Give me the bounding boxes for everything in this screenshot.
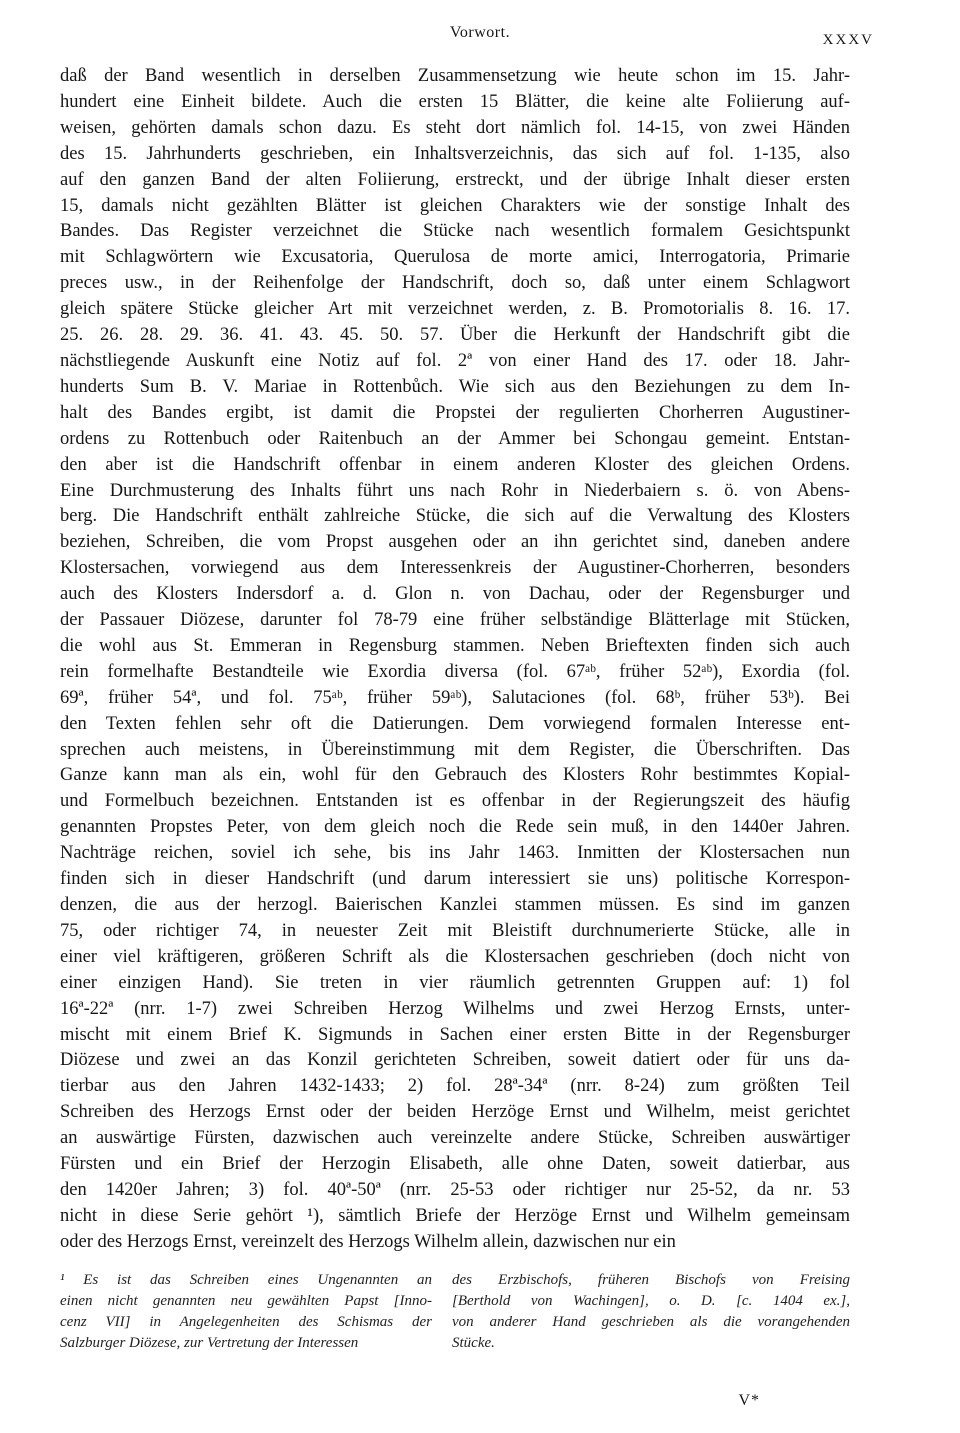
footnote-line: [Berthold von Wachingen], o. D. [c. 1404 ex.], <box>452 1293 850 1309</box>
text-line: preces usw., in der Reihenfolge der Handschrift, doch so, daß unter einem Schlagwort <box>60 273 850 294</box>
footnote-line: einen nicht genannten neu gewählten Papst [Inno- <box>60 1293 432 1309</box>
text-line: halt des Bandes ergibt, ist damit die Propstei der regulierten Chorherren Augustiner- <box>60 402 850 423</box>
text-line: nicht in diese Serie gehört ¹), sämtlich Briefe der Herzöge Ernst und Wilhelm gemeinsam <box>60 1205 850 1226</box>
text-line: tierbar aus den Jahren 1432-1433; 2) fol. 28ª-34ª (nrr. 8-24) zum größten Teil <box>60 1076 850 1097</box>
footnote-column-left <box>60 1270 432 1354</box>
footnote-line: Stücke. <box>452 1335 495 1351</box>
text-line: Schreiben des Herzogs Ernst oder der beiden Herzöge Ernst und Wilhelm, meist gerichtet <box>60 1102 850 1123</box>
text-line: Diözese und zwei an das Konzil gerichteten Schreiben, soweit datiert oder für uns da- <box>60 1050 850 1071</box>
text-line: berg. Die Handschrift enthält zahlreiche Stücke, die sich auf die Verwaltung des Klosters <box>60 506 850 527</box>
text-line: 69ª, früher 54ª, und fol. 75ᵃᵇ, früher 59ᵃᵇ), Salutaciones (fol. 68ᵇ, früher 53ᵇ). Bei <box>60 687 850 708</box>
text-line: 25. 26. 28. 29. 36. 41. 43. 45. 50. 57. Über die Herkunft der Handschrift gibt die <box>60 325 850 346</box>
text-line: einer viel kräftigeren, größeren Schrift als die Klostersachen geschrieben (doch nicht von <box>60 946 850 967</box>
printer-signature: V* <box>738 1392 760 1409</box>
footnote-line: cenz VII] in Angelegenheiten des Schismas der <box>60 1314 432 1330</box>
text-line: rein formelhafte Bestandteile wie Exordia diversa (fol. 67ᵃᵇ, früher 52ᵃᵇ), Exordia (fol. <box>60 661 850 682</box>
text-line: einer einzigen Hand). Sie treten in vier räumlich getrennten Gruppen auf: 1) fol <box>60 972 850 993</box>
text-line: denzen, die aus der herzogl. Baierischen Kanzlei stammen müssen. Es sind im ganzen <box>60 895 850 915</box>
text-line: Nachträge reichen, soviel ich sehe, bis ins Jahr 1463. Inmitten der Klostersachen nun <box>60 843 850 864</box>
text-line: mit Schlagwörtern wie Excusatoria, Querulosa de morte amici, Interrogatoria, Primarie <box>60 247 850 268</box>
text-line: auch des Klosters Indersdorf a. d. Glon n. von Dachau, oder der Regensburger und <box>60 584 850 605</box>
text-line: 75, oder richtiger 74, in neuester Zeit mit Bleistift durchnumerierte Stücke, alle in <box>60 920 850 941</box>
text-line: finden sich in dieser Handschrift (und darum interessiert sie uns) politische Korrespon- <box>60 869 850 890</box>
footnote-line: ¹ Es ist das Schreiben eines Ungenannten an <box>60 1272 432 1288</box>
text-line: mischt mit einem Brief K. Sigmunds in Sachen einer ersten Bitte in der Regensburger <box>60 1024 850 1045</box>
text-line: der Passauer Diözese, darunter fol 78-79 eine früher selbständige Blätterlage mit Stücken, <box>60 610 850 631</box>
main-text <box>60 64 850 1256</box>
text-line: den 1420er Jahren; 3) fol. 40ª-50ª (nrr. 25-53 oder richtiger nur 25-52, da nr. 53 <box>60 1179 850 1200</box>
text-line: Bandes. Das Register verzeichnet die Stücke nach wesentlich formalem Gesichtspunkt <box>60 221 850 242</box>
running-title: Vorwort. <box>449 24 511 41</box>
text-line: den aber ist die Handschrift offenbar in einem anderen Kloster des gleichen Ordens. <box>60 454 850 475</box>
text-line: an auswärtige Fürsten, dazwischen auch vereinzelte andere Stücke, Schreiben auswärtiger <box>60 1128 850 1149</box>
text-line: Klostersachen, vorwiegend aus dem Interessenkreis der Augustiner-Chorherren, besonders <box>60 558 850 579</box>
text-line: oder des Herzogs Ernst, vereinzelt des Herzogs Wilhelm allein, dazwischen nur ein <box>60 1231 676 1252</box>
text-line: auf den ganzen Band der alten Foliierung, erstreckt, und der übrige Inhalt dieser ersten <box>60 169 850 190</box>
text-line: den Texten fehlen sehr oft die Datierungen. Dem vorwiegend formalen Interesse ent- <box>60 713 850 734</box>
text-line: 15, damals nicht gezählten Blätter ist gleichen Charakters wie der sonstige Inhalt des <box>60 195 850 216</box>
footnotes <box>60 1270 850 1360</box>
footnote-column-right <box>452 1270 850 1354</box>
text-line: nächstliegende Auskunft eine Notiz auf fol. 2ª von einer Hand des 17. oder 18. Jahr- <box>60 350 850 371</box>
text-line: die wohl aus St. Emmeran in Regensburg stammen. Neben Brieftexten finden sich auch <box>60 635 850 656</box>
footnote-line: Salzburger Diözese, zur Vertretung der Interessen <box>60 1335 359 1351</box>
footnote-line: von anderer Hand geschrieben als die vorangehenden <box>452 1314 850 1330</box>
text-line: Fürsten und ein Brief der Herzogin Elisabeth, alle ohne Daten, soweit datierbar, aus <box>60 1154 850 1175</box>
text-line: beziehen, Schreiben, die vom Propst ausgehen oder an ihn gerichtet sind, daneben andere <box>60 532 850 553</box>
text-line: sprechen auch meistens, in Übereinstimmung mit dem Register, die Überschriften. Das <box>60 739 850 760</box>
text-line: daß der Band wesentlich in derselben Zusammensetzung wie heute schon im 15. Jahr- <box>60 66 850 86</box>
text-line: hunderts Sum B. V. Mariae in Rottenbůch. Wie sich aus den Beziehungen zu dem In- <box>60 376 850 397</box>
text-line: hundert eine Einheit bildete. Auch die ersten 15 Blätter, die keine alte Foliierung auf- <box>60 91 850 112</box>
running-head <box>60 24 900 50</box>
text-line: genannten Propstes Peter, von dem gleich noch die Rede sein muß, in den 1440er Jahren. <box>60 817 850 838</box>
text-line: ordens zu Rottenbuch oder Raitenbuch an der Ammer bei Schongau gemeint. Entstan- <box>60 428 850 449</box>
text-line: 16ª-22ª (nrr. 1-7) zwei Schreiben Herzog Wilhelms und zwei Herzog Ernsts, unter- <box>60 998 850 1019</box>
page-number: XXXV <box>822 32 874 48</box>
text-line: und Formelbuch bezeichnen. Entstanden ist es offenbar in der Regierungszeit des häufig <box>60 791 850 812</box>
text-line: weisen, gehörten damals schon dazu. Es steht dort nämlich fol. 14-15, von zwei Händen <box>60 117 850 138</box>
text-line: gleich spätere Stücke gleicher Art mit verzeichnet werden, z. B. Promotorialis 8. 16. 17. <box>60 299 850 320</box>
text-line: Ganze kann man als ein, wohl für den Gebrauch des Klosters Rohr bestimmtes Kopial- <box>60 765 850 786</box>
footnote-line: des Erzbischofs, früheren Bischofs von Freising <box>452 1272 850 1288</box>
text-line: Eine Durchmusterung des Inhalts führt uns nach Rohr in Niederbaiern s. ö. von Abens- <box>60 480 850 501</box>
text-line: des 15. Jahrhunderts geschrieben, ein Inhaltsverzeichnis, das sich auf fol. 1-135, also <box>60 143 850 164</box>
